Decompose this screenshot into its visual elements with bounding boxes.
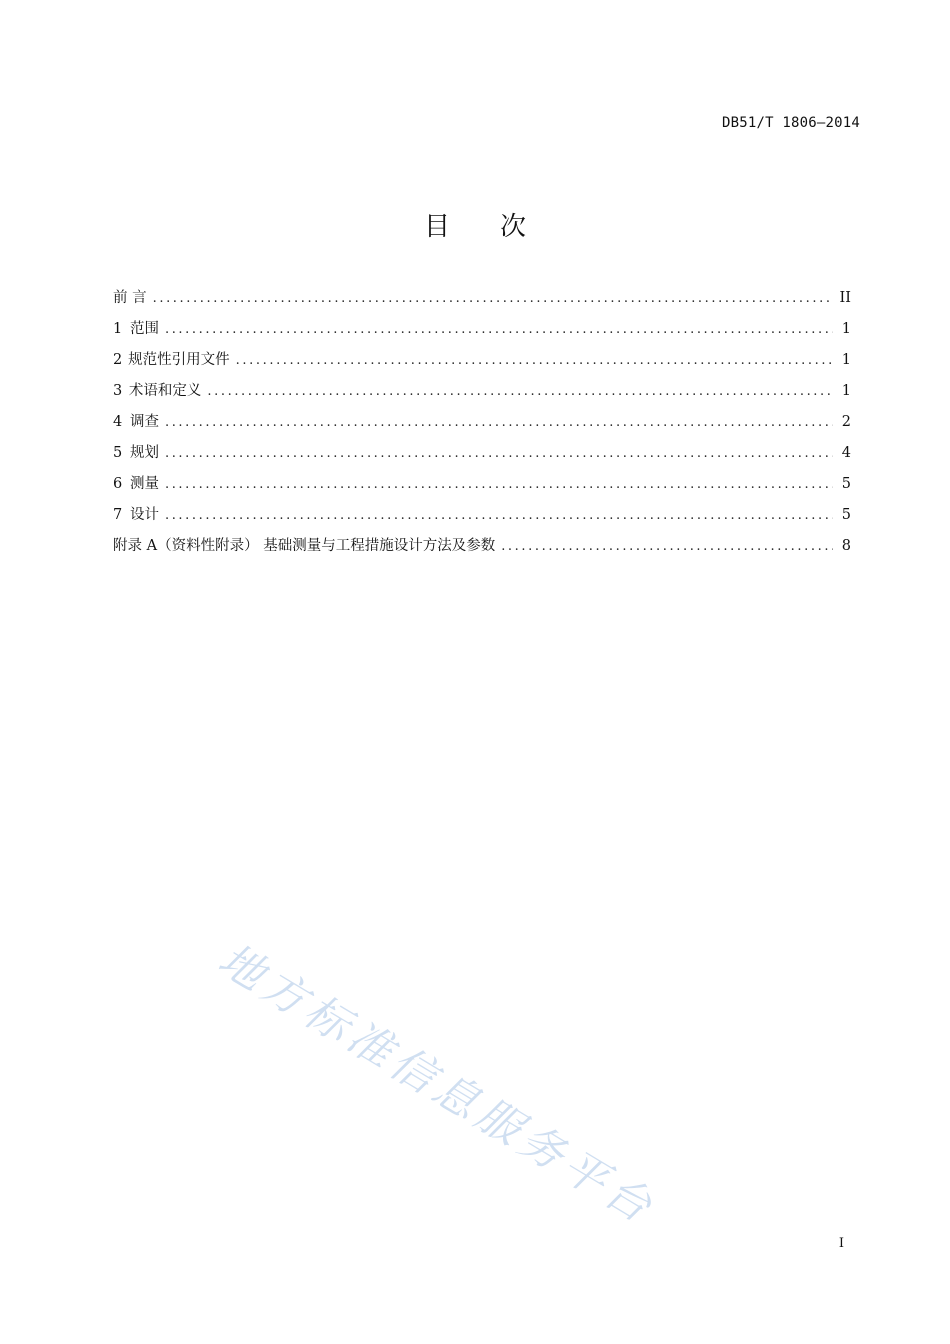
toc-label: 前 言 [113, 290, 147, 306]
toc-page: II [839, 290, 851, 306]
leader-dots [236, 353, 833, 368]
toc-entry-terms-definitions[interactable] [113, 379, 851, 410]
toc-entry-planning[interactable] [113, 441, 851, 472]
toc-page: 4 [841, 445, 851, 461]
leader-dots [207, 384, 833, 399]
leader-dots [165, 508, 833, 523]
toc-page: 8 [841, 538, 851, 554]
toc-label: 附录 A（资料性附录） 基础测量与工程措施设计方法及参数 [113, 538, 496, 554]
toc-number: 4 [113, 414, 123, 430]
toc-number: 5 [113, 445, 123, 461]
page-number: I [838, 1236, 844, 1251]
toc-label: 范围 [129, 321, 159, 337]
table-of-contents [113, 286, 851, 565]
watermark-text: 地方标准信息服务平台 [209, 933, 665, 1236]
toc-entry-appendix-a[interactable] [113, 534, 851, 565]
toc-number: 6 [113, 476, 123, 492]
toc-label: 规范性引用文件 [128, 352, 230, 368]
toc-page: 2 [841, 414, 851, 430]
toc-entry-scope[interactable] [113, 317, 851, 348]
toc-number: 2 [113, 352, 123, 368]
toc-page: 5 [841, 507, 851, 523]
toc-label: 设计 [129, 507, 159, 523]
toc-label: 调查 [129, 414, 159, 430]
title-char-1: 目 [423, 212, 450, 242]
title-char-2: 次 [500, 212, 527, 242]
toc-label: 测量 [129, 476, 159, 492]
toc-label: 规划 [129, 445, 159, 461]
toc-number: 7 [113, 507, 123, 523]
toc-entry-survey[interactable] [113, 410, 851, 441]
toc-number: 1 [113, 321, 123, 337]
toc-number: 3 [113, 383, 123, 399]
toc-page: 1 [841, 352, 851, 368]
page-title [0, 206, 950, 243]
toc-page: 5 [841, 476, 851, 492]
document-code: DB51/T 1806—2014 [721, 115, 860, 131]
leader-dots [153, 291, 833, 306]
leader-dots [165, 415, 833, 430]
leader-dots [165, 477, 833, 492]
toc-page: 1 [841, 383, 851, 399]
toc-page: 1 [841, 321, 851, 337]
toc-entry-measurement[interactable] [113, 472, 851, 503]
leader-dots [165, 322, 833, 337]
toc-label: 术语和定义 [128, 383, 202, 399]
toc-entry-design[interactable] [113, 503, 851, 534]
toc-entry-normative-references[interactable] [113, 348, 851, 379]
leader-dots [501, 539, 833, 554]
toc-entry-foreword[interactable] [113, 286, 851, 317]
leader-dots [165, 446, 833, 461]
